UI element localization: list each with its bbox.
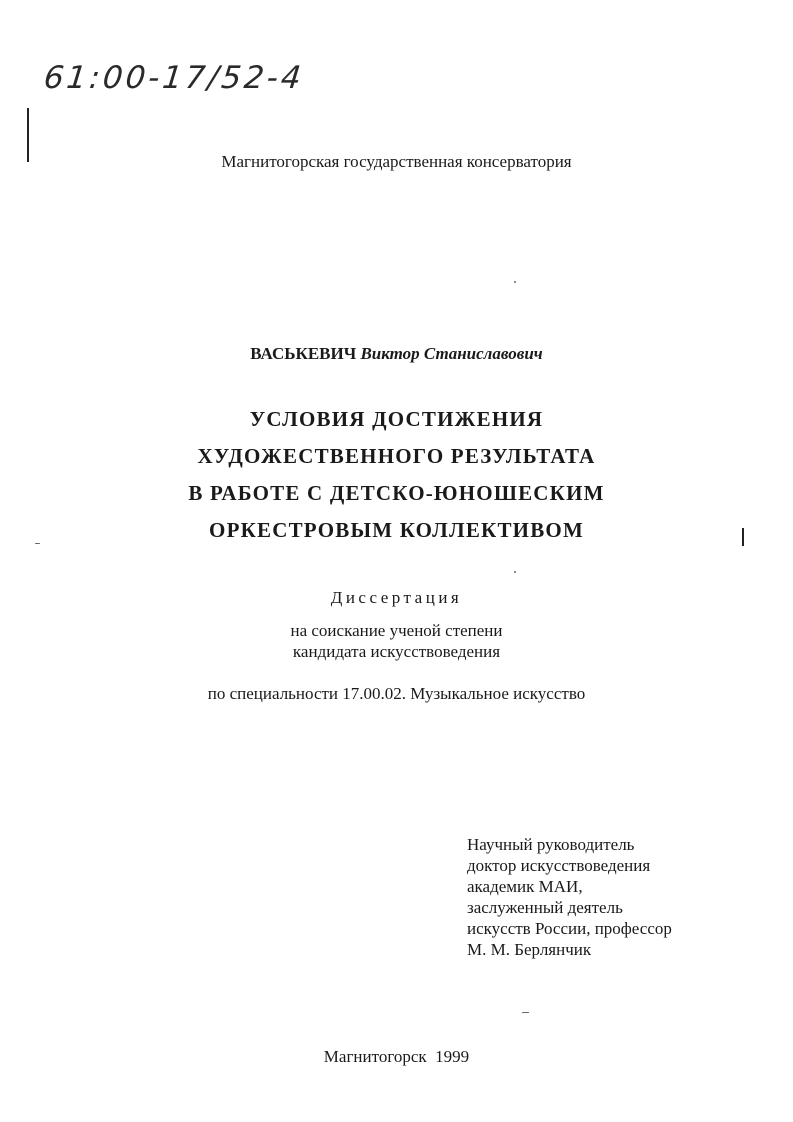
scan-speck [514,281,516,283]
author-name [0,344,793,364]
speciality: по специальности 17.00.02. Музыкальное искусство [207,684,586,703]
dissertation-title [0,401,793,549]
supervisor-line: искусств России, профессор [467,919,672,938]
city-and-year: Магнитогорск 1999 [323,1047,470,1066]
archive-stamp-number: 61:00-17/52-4 [42,60,306,96]
supervisor-name: М. М. Берлянчик [467,940,592,959]
scan-speck [514,571,516,573]
supervisor-line: заслуженный деятель [467,898,623,917]
degree-line: на соискание ученой степени [290,621,503,640]
supervisor-line: академик МАИ, [467,877,583,896]
title-line: ХУДОЖЕСТВЕННОГО РЕЗУЛЬТАТА [197,444,596,468]
title-line: УСЛОВИЯ ДОСТИЖЕНИЯ [249,407,544,431]
author-surname: ВАСЬКЕВИЧ [250,344,357,363]
supervisor-line: доктор искусствоведения [467,856,651,875]
title-line: ОРКЕСТРОВЫМ КОЛЛЕКТИВОМ [209,518,584,542]
institution-name: Магнитогорская государственная консерватория [221,152,572,171]
title-line: В РАБОТЕ С ДЕТСКО-ЮНОШЕСКИМ [188,481,605,505]
supervisor-block [467,834,672,960]
degree-line: кандидата искусствоведения [292,642,501,661]
degree-statement [0,620,793,662]
author-given-names: Виктор Станиславович [360,344,543,363]
document-type: Диссертация [330,588,463,607]
scan-speck [522,1012,529,1013]
supervisor-line: Научный руководитель [467,835,635,854]
